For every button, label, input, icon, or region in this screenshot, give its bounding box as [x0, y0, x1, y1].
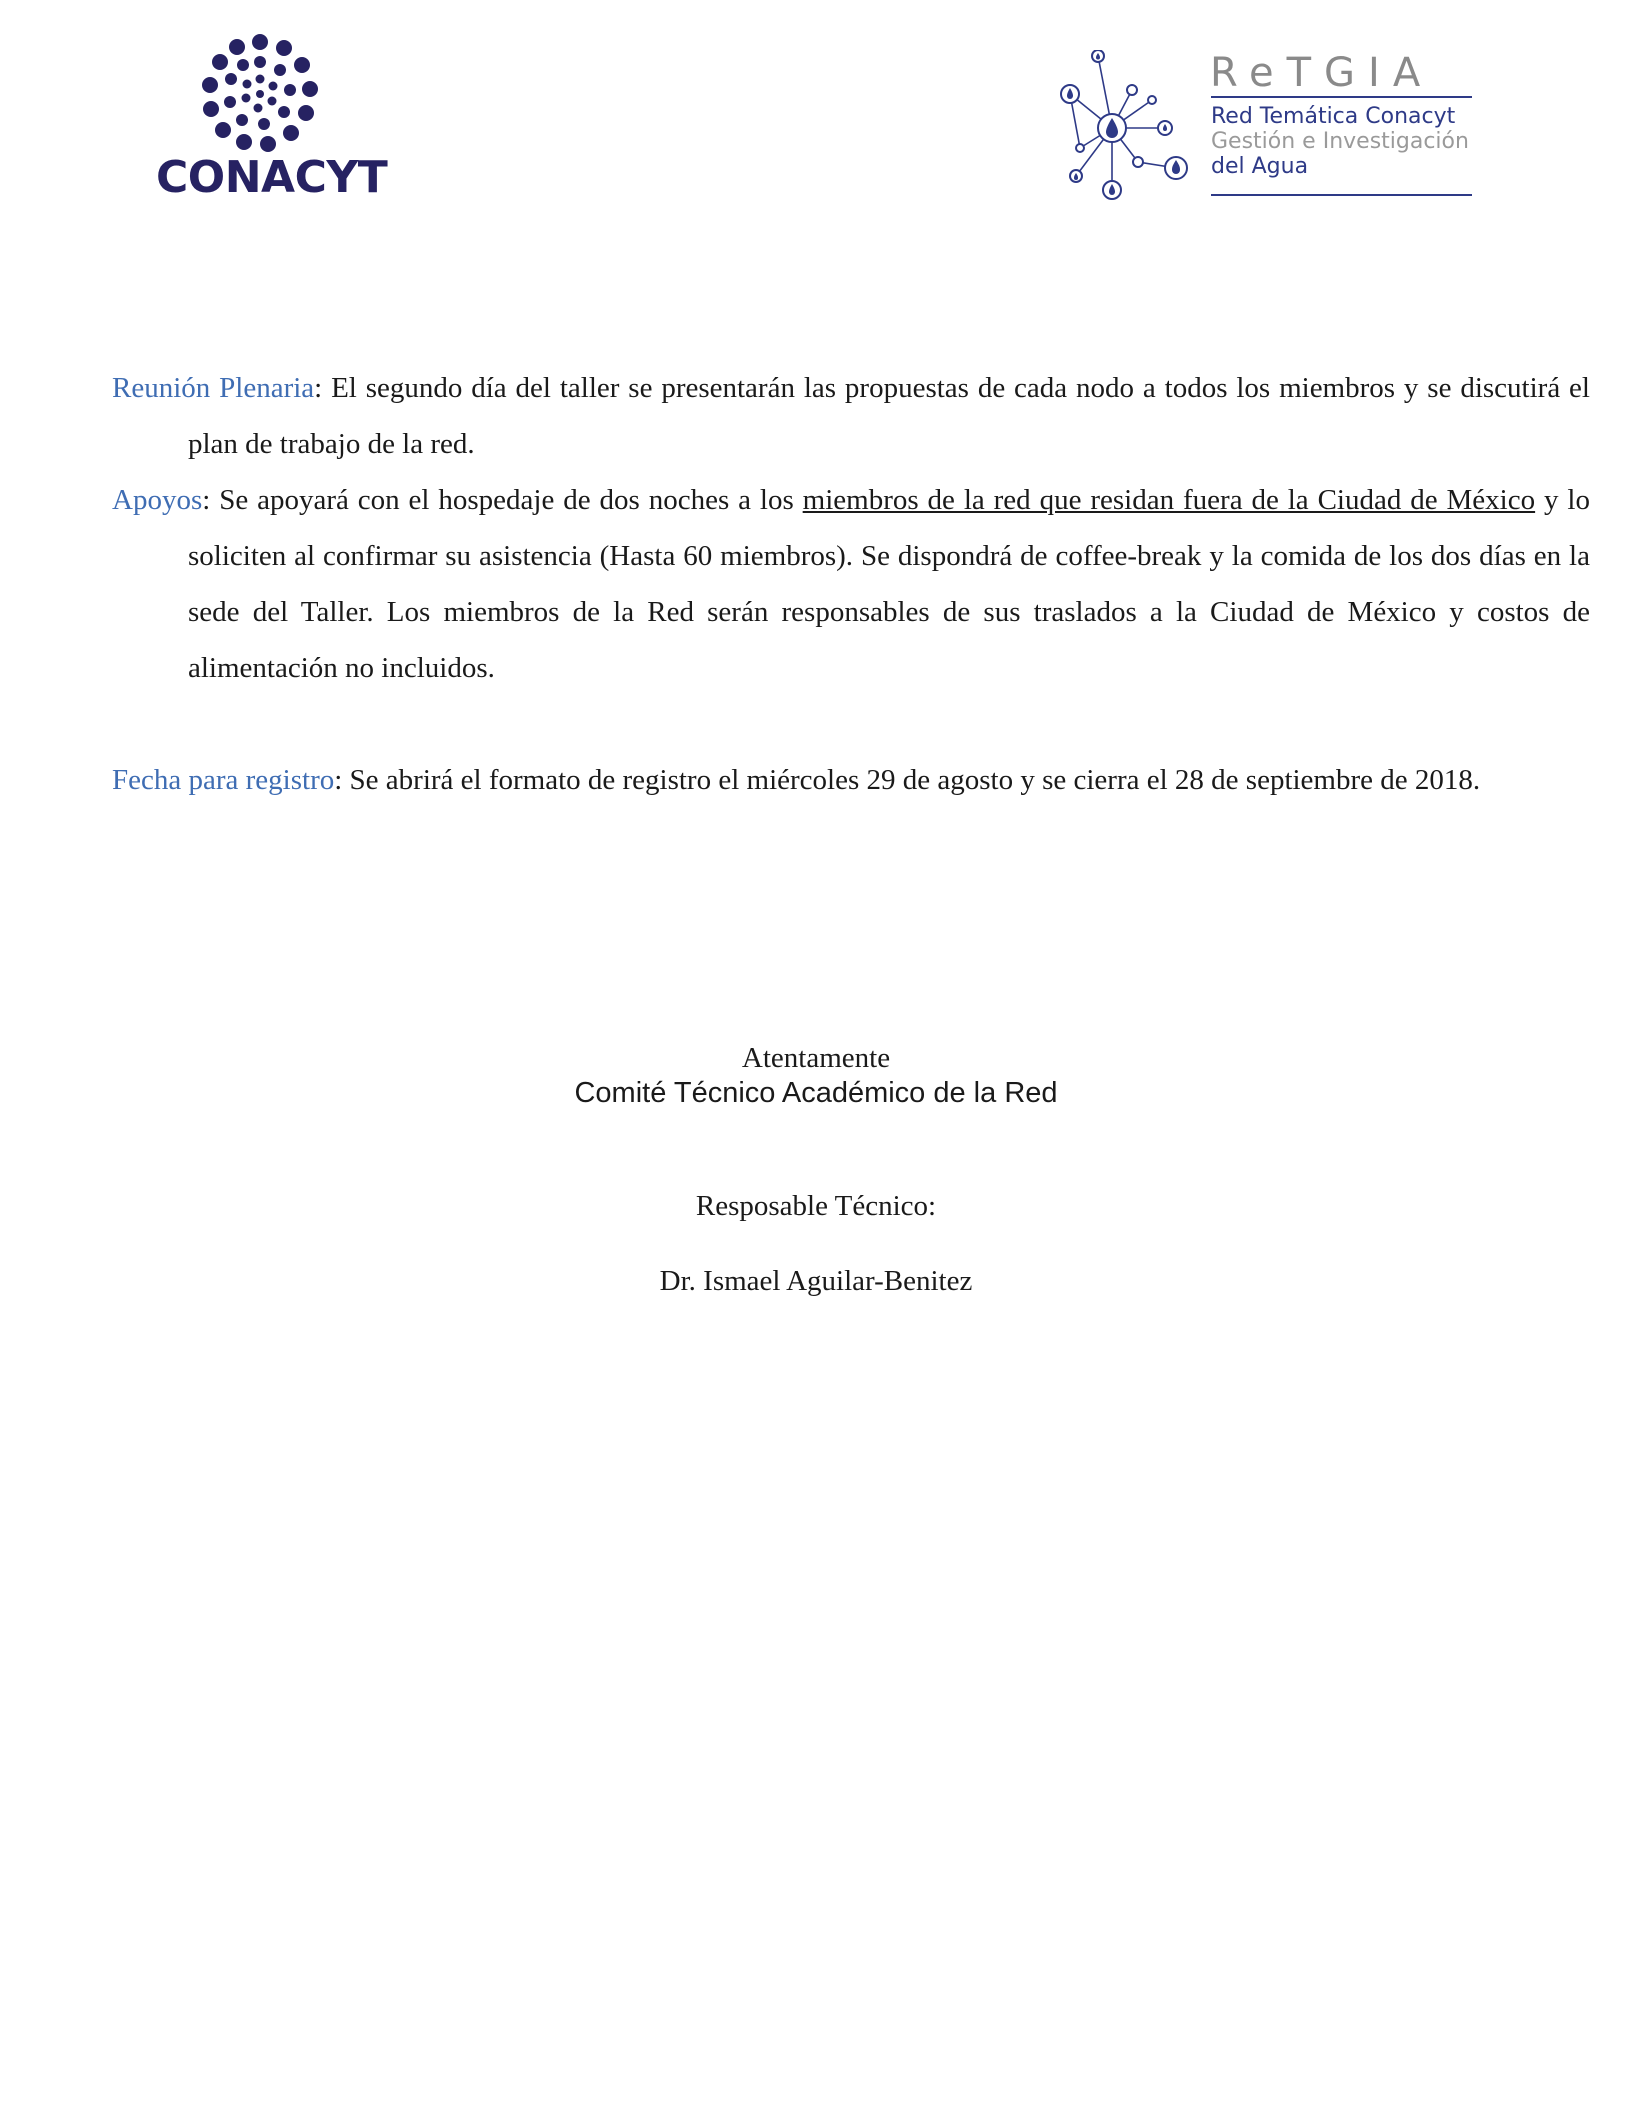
- retgia-bottom-rule: [1211, 194, 1472, 196]
- apoyos-text-before: : Se apoyará con el hospedaje de dos noches a los: [202, 484, 803, 516]
- fecha-registro-text: : Se abrirá el formato de registro el miércoles 29 de agosto y se cierra el 28 de septiembre de 2018.: [334, 764, 1481, 796]
- conacyt-wordmark: CONACYT: [156, 152, 388, 203]
- retgia-logo: [1060, 50, 1480, 210]
- apoyos-underlined-text: miembros de la red que residan fuera de la Ciudad de México: [802, 484, 1536, 516]
- retgia-line-3: del Agua: [1211, 154, 1309, 179]
- apoyos-text-after: y lo soliciten al confirmar su asistencia (Hasta 60 miembros). Se dispondrá de coffee-break y la comida de los dos días en la sede del Taller. Los miembros de la Red serán responsables de sus traslados a la Ciudad de México y costos de alimentación no incluidos.: [188, 484, 1590, 684]
- retgia-title: ReTGIA: [1210, 50, 1434, 96]
- paragraph-reunion-plenaria: [112, 360, 1590, 472]
- retgia-line-2: Gestión e Investigación: [1211, 129, 1469, 154]
- committee-name: Comité Técnico Académico de la Red: [574, 1077, 1058, 1109]
- conacyt-emblem-icon: [200, 34, 320, 154]
- closing-text: Atentamente: [741, 1042, 891, 1074]
- responsible-role: Resposable Técnico:: [695, 1190, 937, 1222]
- paragraph-fecha-registro: [112, 752, 1590, 808]
- fecha-registro-label: Fecha para registro: [112, 764, 335, 796]
- retgia-line-1: Red Temática Conacyt: [1211, 104, 1456, 129]
- conacyt-logo: [150, 34, 388, 204]
- apoyos-label: Apoyos: [112, 484, 203, 516]
- retgia-top-rule: [1211, 96, 1472, 98]
- reunion-plenaria-label: Reunión Plenaria: [112, 372, 315, 404]
- reunion-plenaria-text: : El segundo día del taller se presentarán las propuestas de cada nodo a todos los miembros y se discutirá el plan de trabajo de la red.: [188, 372, 1590, 460]
- water-network-icon: [1060, 50, 1200, 200]
- responsible-name: Dr. Ismael Aguilar-Benitez: [659, 1265, 973, 1297]
- paragraph-apoyos: [112, 472, 1590, 696]
